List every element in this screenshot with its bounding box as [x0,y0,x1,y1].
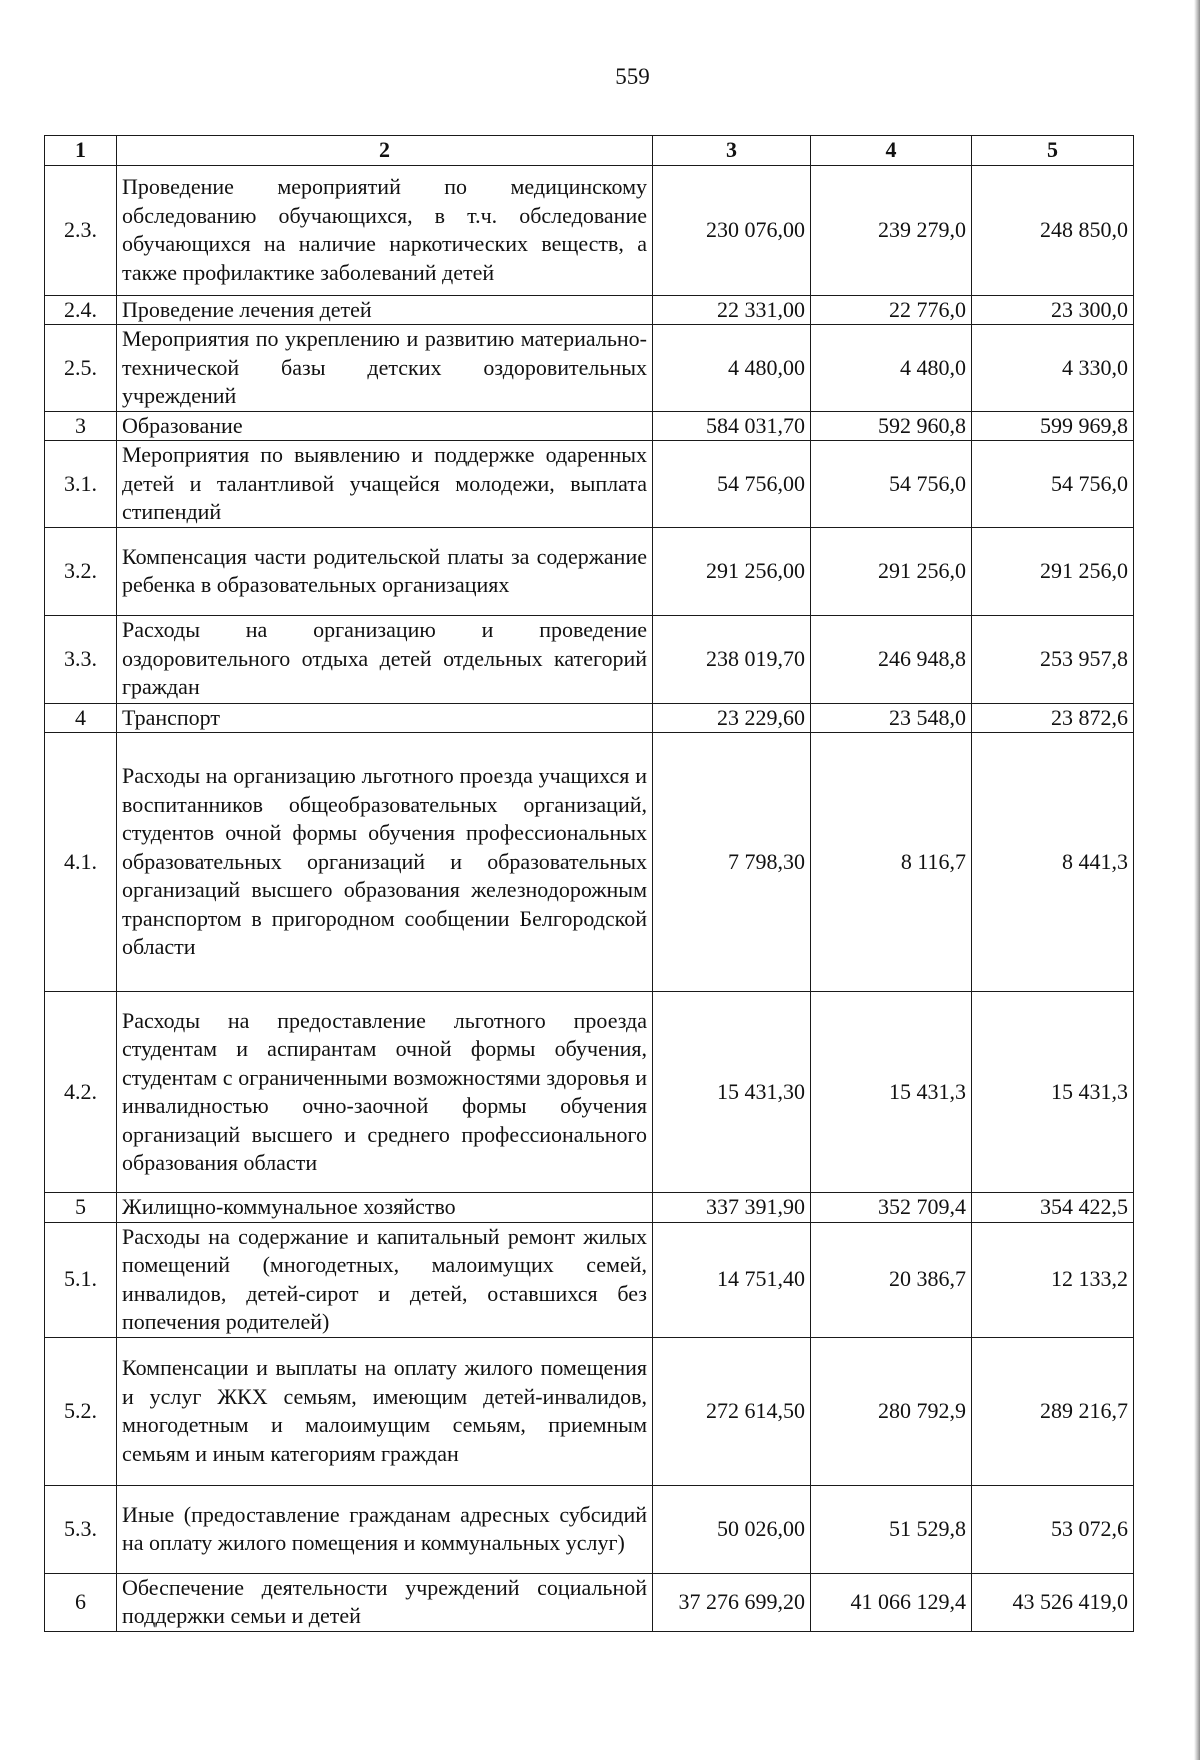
row-value-col4: 51 529,8 [811,1485,972,1573]
row-value-col5: 15 431,3 [972,992,1134,1193]
row-value-col4: 291 256,0 [811,527,972,615]
row-value-col3: 337 391,90 [653,1193,811,1223]
row-value-col5: 54 756,0 [972,441,1134,528]
row-value-col3: 54 756,00 [653,441,811,528]
row-value-col4: 54 756,0 [811,441,972,528]
header-col-4: 4 [811,136,972,166]
table-row [45,325,1134,412]
row-description: Обеспечение деятельности учреждений социальной поддержки семьи и детей [117,1573,653,1631]
row-value-col5: 291 256,0 [972,527,1134,615]
row-value-col4: 246 948,8 [811,615,972,703]
row-value-col3: 4 480,00 [653,325,811,412]
row-description: Расходы на организацию и проведение оздоровительного отдыха детей отдельных категорий граждан [117,615,653,703]
row-description: Расходы на содержание и капитальный ремонт жилых помещений (многодетных, малоимущих семей, инвалидов, детей-сирот и детей, оставшихся без попечения родителей) [117,1222,653,1337]
row-description: Компенсации и выплаты на оплату жилого помещения и услуг ЖКХ семьям, имеющим детей-инвалидов, многодетным и малоимущим семьям, приемным семьям и иным категориям граждан [117,1337,653,1485]
row-description: Образование [117,411,653,441]
row-value-col4: 239 279,0 [811,165,972,295]
row-value-col5: 53 072,6 [972,1485,1134,1573]
row-description: Транспорт [117,703,653,733]
header-col-5: 5 [972,136,1134,166]
row-value-col3: 50 026,00 [653,1485,811,1573]
table-row [45,1485,1134,1573]
row-value-col5: 354 422,5 [972,1193,1134,1223]
row-value-col5: 23 300,0 [972,295,1134,325]
header-col-1: 1 [45,136,117,166]
row-number: 3.3. [45,615,117,703]
row-number: 5.3. [45,1485,117,1573]
row-value-col4: 592 960,8 [811,411,972,441]
table-row [45,615,1134,703]
row-description: Жилищно-коммунальное хозяйство [117,1193,653,1223]
row-number: 3.1. [45,441,117,528]
table-row [45,1222,1134,1337]
row-value-col5: 253 957,8 [972,615,1134,703]
row-value-col4: 352 709,4 [811,1193,972,1223]
row-value-col5: 289 216,7 [972,1337,1134,1485]
row-value-col5: 23 872,6 [972,703,1134,733]
row-description: Компенсация части родительской платы за содержание ребенка в образовательных организациях [117,527,653,615]
table-row [45,1337,1134,1485]
table-row [45,295,1134,325]
table-row [45,733,1134,992]
budget-table [44,135,1134,1632]
row-number: 5 [45,1193,117,1223]
row-value-col5: 12 133,2 [972,1222,1134,1337]
row-number: 3 [45,411,117,441]
table-row [45,992,1134,1193]
table-row [45,703,1134,733]
row-description: Мероприятия по выявлению и поддержке одаренных детей и талантливой учащейся молодежи, выплата стипендий [117,441,653,528]
row-value-col5: 43 526 419,0 [972,1573,1134,1631]
row-number: 2.3. [45,165,117,295]
scan-edge-shadow [1194,0,1200,1760]
table-row [45,411,1134,441]
row-value-col3: 291 256,00 [653,527,811,615]
row-number: 4.2. [45,992,117,1193]
row-value-col3: 37 276 699,20 [653,1573,811,1631]
row-value-col4: 15 431,3 [811,992,972,1193]
header-row [45,136,1134,166]
row-value-col3: 7 798,30 [653,733,811,992]
header-col-2: 2 [117,136,653,166]
row-value-col5: 4 330,0 [972,325,1134,412]
table-row [45,1193,1134,1223]
row-number: 3.2. [45,527,117,615]
header-col-3: 3 [653,136,811,166]
table-row [45,165,1134,295]
row-number: 5.1. [45,1222,117,1337]
table-row [45,1573,1134,1631]
row-value-col4: 23 548,0 [811,703,972,733]
row-value-col3: 230 076,00 [653,165,811,295]
row-description: Расходы на предоставление льготного проезда студентам и аспирантам очной формы обучения, студентам с ограниченными возможностями здоровья и инвалидностью очно-заочной формы обучения организаций высшего и среднего профессионального образования области [117,992,653,1193]
row-value-col4: 20 386,7 [811,1222,972,1337]
row-value-col4: 41 066 129,4 [811,1573,972,1631]
row-value-col4: 4 480,0 [811,325,972,412]
row-value-col3: 238 019,70 [653,615,811,703]
row-description: Расходы на организацию льготного проезда учащихся и воспитанников общеобразовательных организаций, студентов очной формы обучения профессиональных образовательных организаций и образовательных организаций высшего образования железнодорожным транспортом в пригородном сообщении Белгородской области [117,733,653,992]
page-number: 559 [615,64,650,89]
row-number: 2.5. [45,325,117,412]
row-description: Проведение лечения детей [117,295,653,325]
row-value-col3: 23 229,60 [653,703,811,733]
row-number: 5.2. [45,1337,117,1485]
row-value-col3: 14 751,40 [653,1222,811,1337]
row-value-col3: 584 031,70 [653,411,811,441]
row-value-col4: 280 792,9 [811,1337,972,1485]
table-row [45,527,1134,615]
row-value-col3: 22 331,00 [653,295,811,325]
row-number: 4.1. [45,733,117,992]
row-description: Проведение мероприятий по медицинскому обследованию обучающихся, в т.ч. обследование обучающихся на наличие наркотических веществ, а также профилактике заболеваний детей [117,165,653,295]
row-value-col3: 15 431,30 [653,992,811,1193]
row-value-col4: 22 776,0 [811,295,972,325]
row-value-col4: 8 116,7 [811,733,972,992]
row-description: Мероприятия по укреплению и развитию материально-технической базы детских оздоровительных учреждений [117,325,653,412]
row-number: 2.4. [45,295,117,325]
table-row [45,441,1134,528]
row-value-col5: 248 850,0 [972,165,1134,295]
row-number: 6 [45,1573,117,1631]
row-number: 4 [45,703,117,733]
row-value-col5: 8 441,3 [972,733,1134,992]
row-value-col5: 599 969,8 [972,411,1134,441]
row-description: Иные (предоставление гражданам адресных субсидий на оплату жилого помещения и коммунальных услуг) [117,1485,653,1573]
row-value-col3: 272 614,50 [653,1337,811,1485]
